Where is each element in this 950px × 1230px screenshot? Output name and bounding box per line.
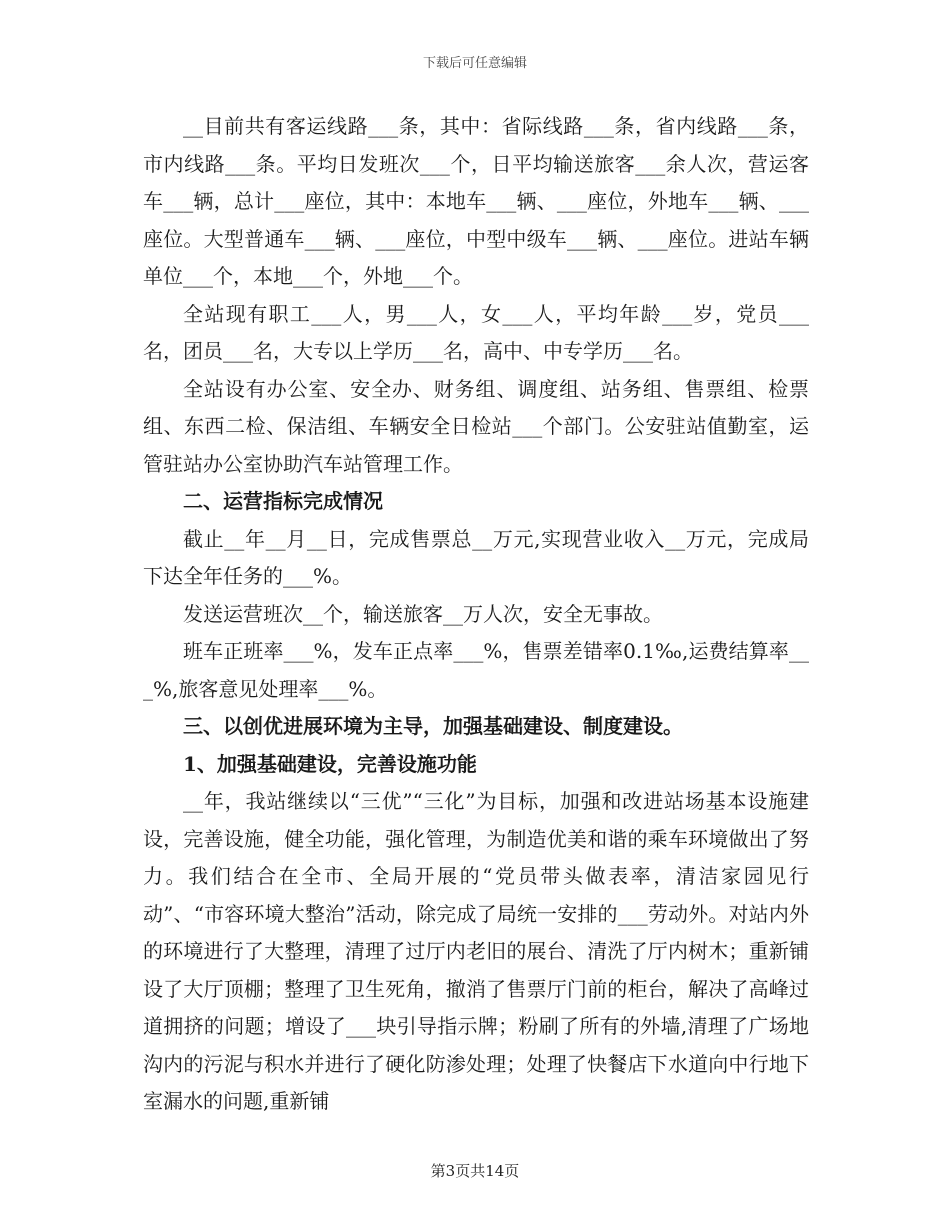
section-heading-3: 三、以创优进展环境为主导，加强基础建设、制度建设。 [183, 714, 683, 738]
subsection-heading-1: 1、加强基础建设，完善设施功能 [183, 751, 477, 776]
document-body [143, 108, 809, 1121]
paragraph-rates: 班车正班率___%，发车正点率___%，售票差错率0.1‰,运费结算率___%,旅客意见处理率___%。 [143, 639, 809, 701]
paragraph-infrastructure: __年，我站继续以“三优”“三化”为目标，加强和改进站场基本设施建设，完善设施，健全功能，强化管理，为制造优美和谐的乘车环境做出了努力。我们结合在全市、全局开展的“党员带头做表率，清洁家园见行动”、“市容环境大整治”活动，除完成了局统一安排的___劳动外。对站内外的环境进行了大整理，清理了过厅内老旧的展台、清洗了厅内树木；重新铺设了大厅顶棚；整理了卫生死角，撤消了售票厅门前的柜台，解决了高峰过道拥挤的问题；增设了___块引导指示牌；粉刷了所有的外墙,清理了广场地沟内的污泥与积水并进行了硬化防渗处理；处理了快餐店下水道向中行地下室漏水的问题,重新铺 [143, 789, 809, 1113]
page-footer: 第3页共14页 [430, 1162, 520, 1180]
paragraph-routes: __目前共有客运线路___条，其中：省际线路___条，省内线路___条，市内线路___条。平均日发班次___个，日平均输送旅客___余人次，营运客车___辆，总计___座位，其中：本地车___辆、___座位，外地车___辆、___座位。大型普通车___辆、___座位，中型中级车___辆、___座位。进站车辆单位___个，本地___个，外地___个。 [143, 114, 809, 288]
paragraph-ticket-sales: 截止__年__月__日，完成售票总__万元,实现营业收入__万元，完成局下达全年任务的___%。 [143, 526, 809, 588]
paragraph-departments: 全站设有办公室、安全办、财务组、调度组、站务组、售票组、检票组、东西二检、保洁组、车辆安全日检站___个部门。公安驻站值勤室，运管驻站办公室协助汽车站管理工作。 [143, 376, 809, 476]
paragraph-staff: 全站现有职工___人，男___人，女___人，平均年龄___岁，党员___名，团员___名，大专以上学历___名，高中、中专学历___名。 [143, 301, 809, 363]
section-heading-2: 二、运营指标完成情况 [183, 489, 383, 513]
paragraph-departures: 发送运营班次__个，输送旅客__万人次，安全无事故。 [183, 601, 663, 626]
page-header: 下载后可任意编辑 [422, 56, 527, 71]
